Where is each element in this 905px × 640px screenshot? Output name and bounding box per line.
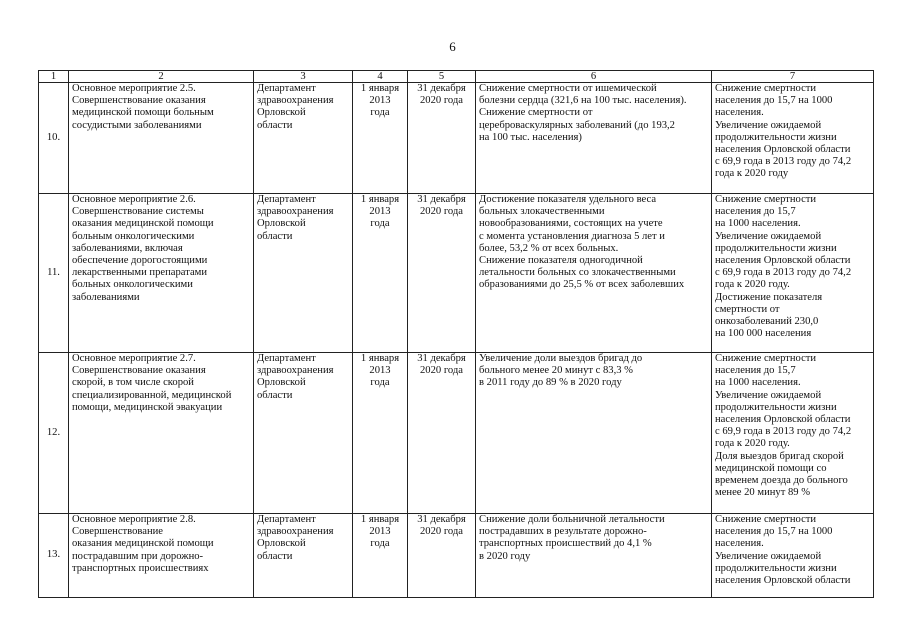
indicator-cell: Достижение показателя удельного веса больных злокачественными новообразованиями, состоящих на учете с момента установления диагноза 5 лет и более, 53,2 % от всех больных. Снижение показателя одногодичной летальности больных со злокачественными образованиями до 25,5 % от всех заболевших	[476, 194, 712, 353]
start-date-cell: 1 января 2013 года	[353, 194, 408, 353]
header-col-3: 3	[254, 71, 353, 83]
page-number: 6	[449, 39, 456, 54]
end-date-cell: 31 декабря 2020 года	[408, 514, 476, 598]
table-row	[39, 514, 874, 598]
row-number: 11.	[39, 194, 69, 353]
executor-cell: Департамент здравоохранения Орловской области	[254, 514, 353, 598]
indicator-cell: Снижение смертности от ишемической болезни сердца (321,6 на 100 тыс. населения). Снижение смертности от цереброваскулярных заболеваний (до 193,2 на 100 тыс. населения)	[476, 83, 712, 194]
header-col-2: 2	[69, 71, 254, 83]
table-row	[39, 194, 874, 353]
table-row	[39, 353, 874, 514]
executor-cell: Департамент здравоохранения Орловской области	[254, 353, 353, 514]
table-row	[39, 83, 874, 194]
result-cell: Снижение смертности населения до 15,7 на 1000 населения. Увеличение ожидаемой продолжительности жизни населения Орловской области	[712, 514, 874, 598]
event-cell: Основное мероприятие 2.5. Совершенствование оказания медицинской помощи больным сосудистыми заболеваниями	[69, 83, 254, 194]
header-col-4: 4	[353, 71, 408, 83]
header-col-6: 6	[476, 71, 712, 83]
end-date-cell: 31 декабря 2020 года	[408, 83, 476, 194]
table-header-row	[39, 71, 874, 83]
executor-cell: Департамент здравоохранения Орловской области	[254, 83, 353, 194]
event-cell: Основное мероприятие 2.8. Совершенствование оказания медицинской помощи пострадавшим при дорожно- транспортных происшествиях	[69, 514, 254, 598]
end-date-cell: 31 декабря 2020 года	[408, 353, 476, 514]
result-cell: Снижение смертности населения до 15,7 на 1000 населения. Увеличение ожидаемой продолжительности жизни населения Орловской области с 69,9 года в 2013 году до 74,2 года к 2020 году. Достижение показателя смертности от онкозаболеваний 230,0 на 100 000 населения	[712, 194, 874, 353]
start-date-cell: 1 января 2013 года	[353, 353, 408, 514]
indicator-cell: Снижение доли больничной летальности пострадавших в результате дорожно- транспортных происшествий до 4,1 % в 2020 году	[476, 514, 712, 598]
executor-cell: Департамент здравоохранения Орловской области	[254, 194, 353, 353]
start-date-cell: 1 января 2013 года	[353, 514, 408, 598]
header-col-7: 7	[712, 71, 874, 83]
row-number: 13.	[39, 514, 69, 598]
event-cell: Основное мероприятие 2.7. Совершенствование оказания скорой, в том числе скорой специализированной, медицинской помощи, медицинской эвакуации	[69, 353, 254, 514]
event-cell: Основное мероприятие 2.6. Совершенствование системы оказания медицинской помощи больным онкологическими заболеваниями, включая обеспечение дорогостоящими лекарственными препаратами больных онкологическими заболеваниями	[69, 194, 254, 353]
end-date-cell: 31 декабря 2020 года	[408, 194, 476, 353]
row-number: 10.	[39, 83, 69, 194]
header-col-5: 5	[408, 71, 476, 83]
program-table	[38, 70, 874, 598]
header-col-1: 1	[39, 71, 69, 83]
indicator-cell: Увеличение доли выездов бригад до больного менее 20 минут с 83,3 % в 2011 году до 89 % в 2020 году	[476, 353, 712, 514]
row-number: 12.	[39, 353, 69, 514]
start-date-cell: 1 января 2013 года	[353, 83, 408, 194]
result-cell: Снижение смертности населения до 15,7 на 1000 населения. Увеличение ожидаемой продолжительности жизни населения Орловской области с 69,9 года в 2013 году до 74,2 года к 2020 году. Доля выездов бригад скорой медицинской помощи со временем доезда до больного менее 20 минут 89 %	[712, 353, 874, 514]
result-cell: Снижение смертности населения до 15,7 на 1000 населения. Увеличение ожидаемой продолжительности жизни населения Орловской области с 69,9 года в 2013 году до 74,2 года к 2020 году	[712, 83, 874, 194]
